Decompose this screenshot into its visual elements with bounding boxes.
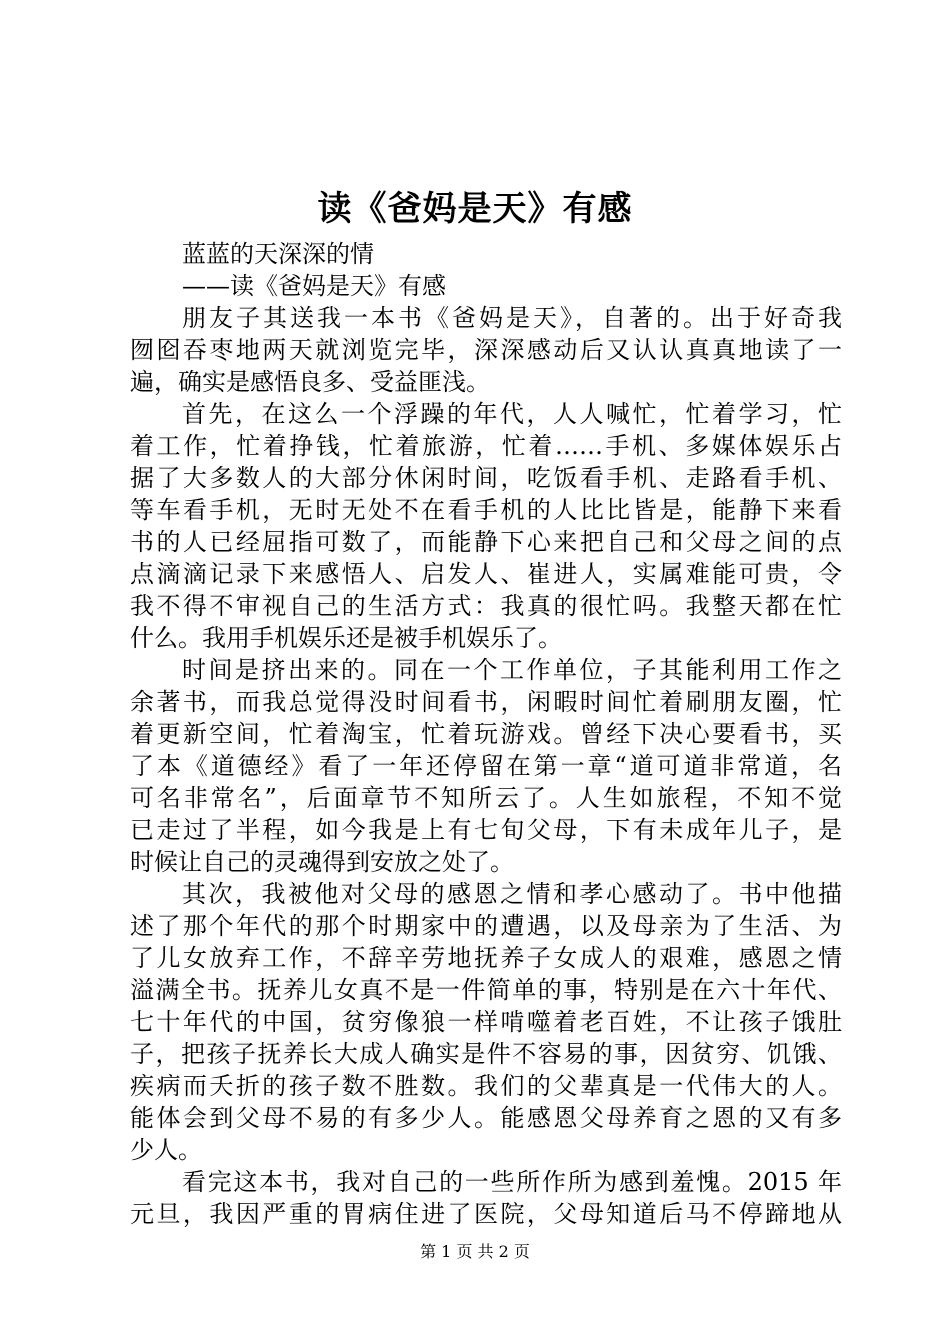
subtitle-line: ——读《爸妈是天》有感 [182, 272, 446, 300]
paragraph-line: 首先，在这么一个浮躁的年代，人人喊忙，忙着学习，忙 [182, 400, 842, 428]
paragraph-line: 其次，我被他对父母的感恩之情和孝心感动了。书中他描 [182, 880, 842, 908]
paragraph-line: 余著书，而我总觉得没时间看书，闲暇时间忙着刷朋友圈，忙 [130, 688, 842, 716]
paragraph-line: 着更新空间，忙着淘宝，忙着玩游戏。曾经下决心要看书，买 [130, 720, 842, 748]
paragraph-line: 着工作，忙着挣钱，忙着旅游，忙着……手机、多媒体娱乐占 [130, 432, 842, 460]
paragraph-line: 了本《道德经》看了一年还停留在第一章“道可道非常道，名 [130, 752, 842, 780]
paragraph-line: 看完这本书，我对自己的一些所作所为感到羞愧。2015 年 [182, 1168, 842, 1196]
paragraph-line: 点滴滴记录下来感悟人、启发人、崔进人，实属难能可贵，令 [130, 560, 842, 588]
paragraph-line: 述了那个年代的那个时期家中的遭遇，以及母亲为了生活、为 [130, 912, 842, 940]
paragraph-line: 朋友子其送我一本书《爸妈是天》，自著的。出于好奇我 [182, 304, 842, 332]
paragraph-line: 囫囵吞枣地两天就浏览完毕，深深感动后又认认真真地读了一 [130, 336, 842, 364]
paragraph-line: 七十年代的中国，贫穷像狼一样啃噬着老百姓，不让孩子饿肚 [130, 1008, 842, 1036]
paragraph-line: 能体会到父母不易的有多少人。能感恩父母养育之恩的又有多 [130, 1104, 842, 1132]
document-body [130, 238, 842, 1230]
paragraph-line: 子，把孩子抚养长大成人确实是件不容易的事，因贫穷、饥饿、 [130, 1040, 842, 1068]
paragraph-line: 书的人已经屈指可数了，而能静下心来把自己和父母之间的点 [130, 528, 842, 556]
paragraph-line: 少人。 [130, 1136, 202, 1164]
paragraph-line: 时间是挤出来的。同在一个工作单位，子其能利用工作之 [182, 656, 842, 684]
subtitle-line: 蓝蓝的天深深的情 [182, 240, 374, 268]
paragraph-line: 疾病而夭折的孩子数不胜数。我们的父辈真是一代伟大的人。 [130, 1072, 842, 1100]
paragraph-line: 等车看手机，无时无处不在看手机的人比比皆是，能静下来看 [130, 496, 842, 524]
paragraph-line: 我不得不审视自己的生活方式：我真的很忙吗。我整天都在忙 [130, 592, 842, 620]
paragraph-line: 元旦，我因严重的胃病住进了医院，父母知道后马不停蹄地从 [130, 1200, 842, 1228]
document-title: 读《爸妈是天》有感 [317, 189, 633, 229]
paragraph-line: 时候让自己的灵魂得到安放之处了。 [130, 848, 514, 876]
paragraph-line: 已走过了半程，如今我是上有七旬父母，下有未成年儿子，是 [130, 816, 842, 844]
paragraph-line: 据了大多数人的大部分休闲时间，吃饭看手机、走路看手机、 [130, 464, 842, 492]
paragraph-line: 了儿女放弃工作，不辞辛劳地抚养子女成人的艰难，感恩之情 [130, 944, 842, 972]
paragraph-line: 溢满全书。抚养儿女真不是一件简单的事，特别是在六十年代、 [130, 976, 842, 1004]
page-footer: 第 1 页 共 2 页 [420, 1242, 530, 1261]
paragraph-line: 遍，确实是感悟良多、受益匪浅。 [130, 368, 490, 396]
paragraph-line: 什么。我用手机娱乐还是被手机娱乐了。 [130, 624, 562, 652]
paragraph-line: 可名非常名”，后面章节不知所云了。人生如旅程，不知不觉 [130, 784, 842, 812]
